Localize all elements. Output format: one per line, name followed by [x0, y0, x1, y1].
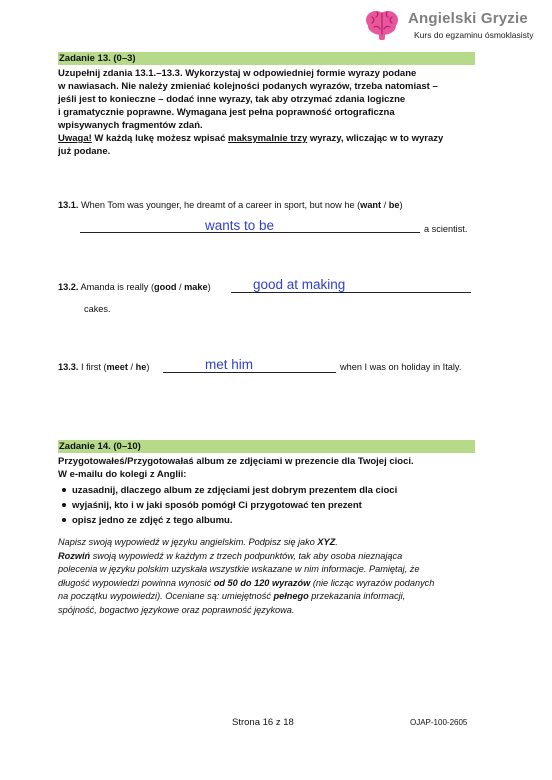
q-text: When Tom was younger, he dreamt of a career in sport, but now he ( [78, 200, 361, 210]
q-sep: / [127, 362, 136, 372]
task14-intro [58, 455, 478, 481]
brand-subtitle: Kurs do egzaminu ósmoklasisty [414, 30, 534, 40]
instr-line: jeśli jest to konieczne – dodać inne wyrazy, tak aby otrzymać zdania logiczne [58, 94, 406, 105]
guide-line [58, 536, 478, 550]
guide-text: (nie licząc wyrazów podanych [310, 577, 435, 588]
guide-bold: pełnego [273, 591, 309, 601]
answer-13-3[interactable]: met him [205, 357, 254, 372]
guide-text: swoją wypowiedź w każdym z trzech podpunktów, tak aby osoba nieznająca [90, 550, 403, 561]
q-keyword: good [154, 282, 177, 292]
task14-line: W e-mailu do kolegi z Anglii: [58, 469, 187, 480]
q-number: 13.3. [58, 362, 79, 372]
q-after-13-1: a scientist. [424, 224, 468, 234]
question-13-3 [58, 361, 149, 374]
note-uwaga: Uwaga! [58, 133, 92, 144]
task14-title: Zadanie 14. (0–10) [59, 441, 141, 452]
question-13-2 [58, 281, 211, 294]
answer-13-1[interactable]: wants to be [205, 218, 275, 233]
list-item: uzasadnij, dlaczego album ze zdjęciami jest dobrym prezentem dla cioci [58, 483, 478, 498]
q-text: ) [146, 362, 150, 372]
task14-line: Przygotowałeś/Przygotowałaś album ze zdjęciami w prezencie dla Twojej cioci. [58, 456, 414, 467]
q-number: 13.1. [58, 200, 79, 210]
task14-title-bar [58, 440, 475, 453]
question-13-1 [58, 199, 403, 212]
guide-line [58, 577, 478, 591]
note-text: W każdą lukę możesz wpisać [91, 133, 229, 144]
q-keyword: be [388, 200, 400, 210]
instr-line: w nawiasach. Nie należy zmieniać kolejności podanych wyrazów, trzeba natomiast – [58, 81, 438, 92]
task14-bullet-list [58, 483, 478, 528]
guide-line: polecenia w języku polskim uzyskała wszystkie wskazane w nim informacje. Pamiętaj, że [58, 564, 420, 574]
guide-bold: od 50 do 120 wyrazów [213, 577, 311, 588]
q-keyword: make [184, 282, 208, 292]
note-text: wyrazy, wliczając w to wyrazy [307, 133, 444, 144]
guide-line: spójność, bogactwo językowe oraz poprawność językowa. [58, 604, 295, 615]
page-number: Strona 16 z 18 [232, 717, 294, 728]
guide-bold: Rozwiń [58, 550, 91, 561]
q-after-13-3: when I was on holiday in Italy. [340, 362, 462, 372]
q-after-13-2: cakes. [84, 304, 111, 314]
note-line-2: już podane. [58, 146, 111, 157]
q-keyword: want [360, 200, 382, 210]
brain-logo-icon [362, 8, 402, 42]
q-keyword: meet [106, 362, 128, 372]
note-max: maksymalnie trzy [228, 133, 308, 144]
guide-line [58, 590, 478, 604]
guide-bold: XYZ [317, 537, 336, 547]
guide-text: długość wypowiedzi powinna wynosić [58, 577, 214, 588]
list-item: wyjaśnij, kto i w jaki sposób pomógł Ci przygotować ten prezent [58, 498, 478, 513]
q-text: I first ( [78, 362, 107, 372]
brand-title: Angielski Gryzie [408, 10, 528, 27]
guide-text: przekazania informacji, [308, 591, 406, 601]
q-text: Amanda is really ( [78, 282, 155, 292]
instr-line: i gramatycznie poprawne. Wymagana jest pełna poprawność ortograficzna [58, 107, 395, 118]
q-text: ) [207, 282, 211, 292]
q-sep: / [381, 200, 389, 210]
guide-text: na początku wypowiedzi). Oceniane są: umiejętność [58, 591, 274, 601]
instr-line: wpisywanych fragmentów zdań. [58, 120, 203, 131]
guide-text: Napisz swoją wypowiedź w języku angielskim. Podpisz się jako [58, 537, 318, 547]
task13-title-bar [58, 52, 475, 65]
task13-title: Zadanie 13. (0–3) [59, 53, 136, 64]
note-line [58, 132, 478, 145]
task14-guidelines [58, 536, 478, 617]
guide-text: . [335, 537, 338, 547]
list-item: opisz jedno ze zdjęć z tego albumu. [58, 513, 478, 528]
answer-13-2[interactable]: good at making [253, 277, 346, 292]
document-code: OJAP-100-2605 [410, 718, 468, 727]
task13-instructions [58, 67, 478, 158]
instr-line: Uzupełnij zdania 13.1.–13.3. Wykorzystaj w odpowiedniej formie wyrazy podane [58, 68, 417, 79]
q-text: ) [399, 200, 403, 210]
q-number: 13.2. [58, 282, 79, 292]
q-keyword: he [135, 362, 147, 372]
guide-line [58, 550, 478, 564]
q-sep: / [176, 282, 185, 292]
